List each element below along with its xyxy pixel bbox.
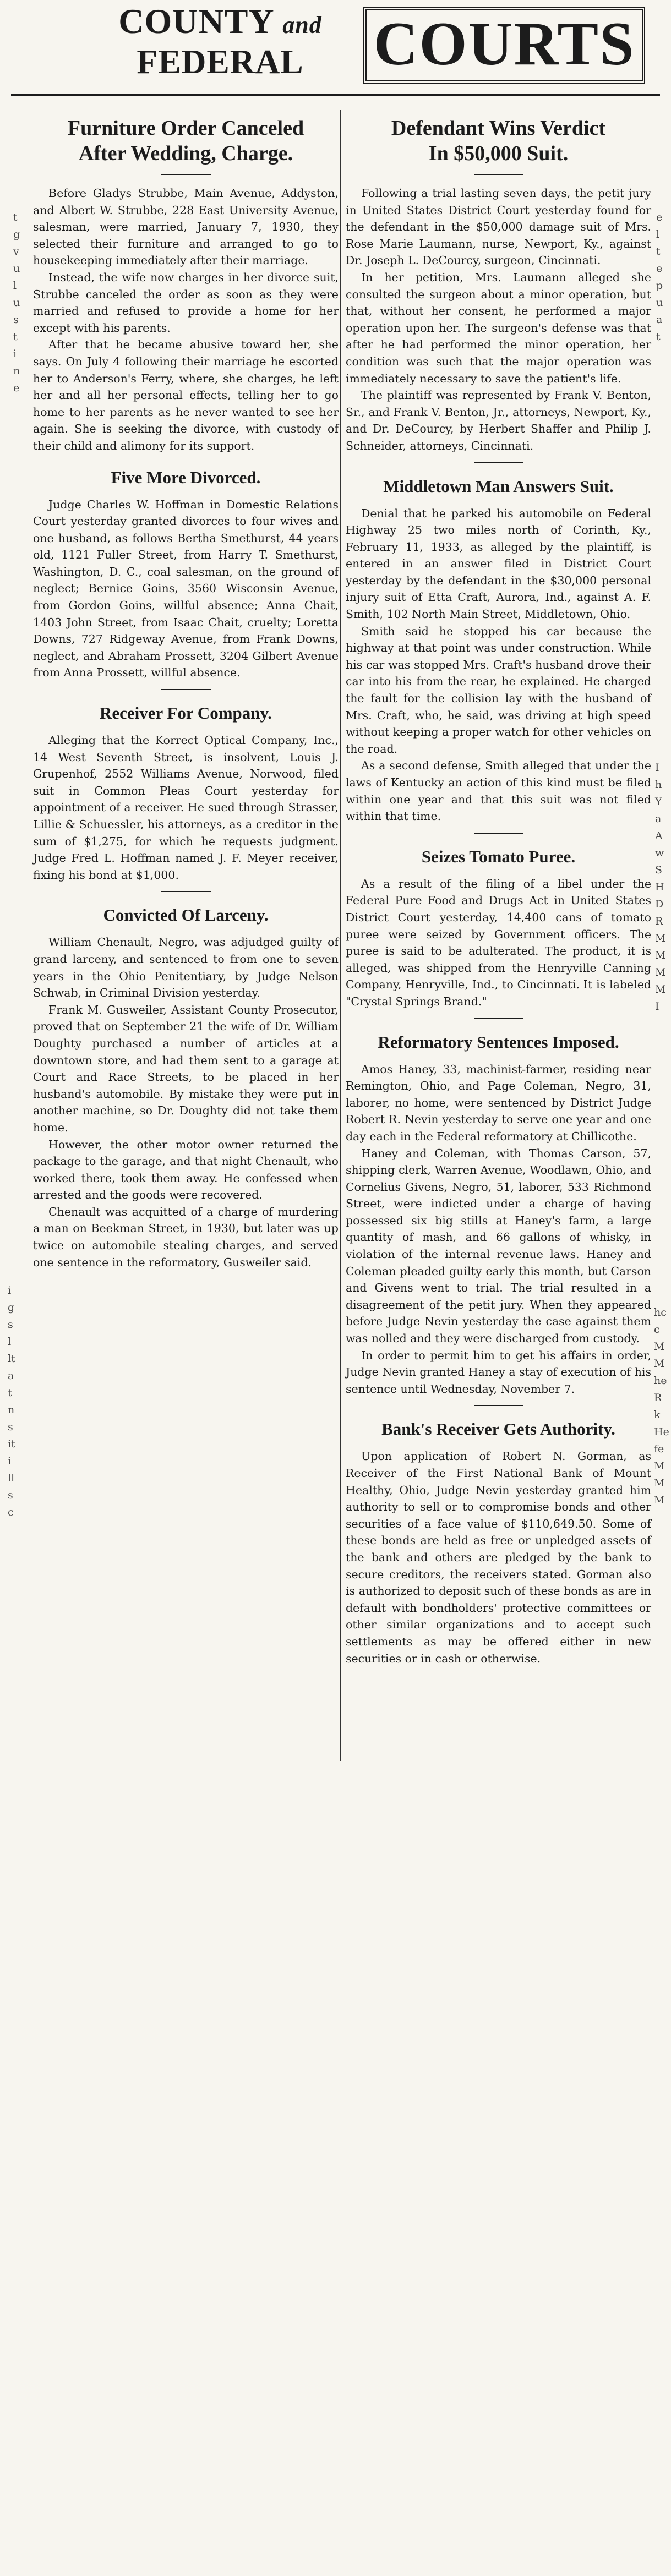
stub-fragment: l xyxy=(8,1336,12,1348)
stub-fragment: a xyxy=(8,1370,14,1382)
stub-fragment: u xyxy=(13,262,20,275)
tomato-headline: Seizes Tomato Puree. xyxy=(421,846,576,866)
stub-fragment: R xyxy=(654,1392,662,1404)
furniture-paragraph: After that he became abusive toward her, she says. On July 4 following their marriage he escorted her to Anderson's Ferry, where, she charges, he left her and all her personal effects, telling her to go home to her parents as he never wanted to see her again. She is seeking the divorce, with custody of their child and alimony for its support. xyxy=(33,338,339,452)
stub-fragment: M xyxy=(655,949,666,961)
divorced-headline: Five More Divorced. xyxy=(111,467,261,487)
stub-fragment: M xyxy=(655,966,666,978)
right-stub-bot xyxy=(654,1304,669,1509)
middletown-paragraph: Denial that he parked his automobile on Federal Highway 25 two miles north of Corinth, Ky., February 11, 1933, as alleged by the plaintiff, is entered in an answer filed in District Court yesterday by the defendant in the $30,000 personal injury suit of Etta Craft, Aurora, Ind., against A. F. Smith, 102 North Main Street, Middletown, Ohio. xyxy=(346,506,651,621)
middletown-headline: Middletown Man Answers Suit. xyxy=(383,476,614,496)
headline-rule xyxy=(161,174,211,175)
stub-fragment: ll xyxy=(8,1472,15,1484)
stub-fragment: fe xyxy=(654,1443,664,1455)
masthead-courts: COURTS xyxy=(363,7,645,84)
verdict-headline-2: In $50,000 Suit. xyxy=(428,142,569,165)
stub-fragment: n xyxy=(13,365,20,377)
section-rule xyxy=(474,462,523,463)
stub-fragment: t xyxy=(656,331,661,343)
stub-fragment: lt xyxy=(8,1353,15,1365)
stub-fragment: e xyxy=(656,211,663,223)
stub-fragment: D xyxy=(655,898,664,910)
reformatory-paragraph: Amos Haney, 33, machinist-farmer, residing near Remington, Ohio, and Page Coleman, Negro, 31, laborer, no home, were sentenced by District Judge Robert R. Nevin yesterday to serve one year and one day each in the Federal reformatory at Chillicothe. xyxy=(346,1062,651,1143)
right-column xyxy=(346,116,651,1667)
stub-fragment: l xyxy=(13,280,17,292)
verdict-paragraph: The plaintiff was represented by Frank V. Benton, Sr., and Frank V. Benton, Jr., attorneys, Newport, Ky., and Dr. DeCourcy, by Herbert Shaffer and Philip J. Schneider, attorneys, Cincinnati. xyxy=(346,389,651,452)
receiver-paragraph: Alleging that the Korrect Optical Company, Inc., 14 West Seventh Street, is insolvent, Louis J. Grupenhof, 2552 Williams Avenue, Norwood, filed suit in Common Pleas Court yesterday for appointment of a receiver. He sued through Strasser, Lillie & Schuessler, his attorneys, as a creditor in the sum of $1,275, for which he requests judgment. Judge Fred L. Hoffman named J. F. Meyer receiver, fixing his bond at $1,000. xyxy=(33,734,339,882)
stub-fragment: a xyxy=(655,813,662,825)
stub-fragment: s xyxy=(8,1319,13,1331)
right-stub-top xyxy=(656,209,663,346)
reformatory-paragraph: Haney and Coleman, with Thomas Carson, 57, shipping clerk, Warren Avenue, Woodlawn, Ohio, and Cornelius Givens, Negro, 51, laborer, 533 Richmond Street, were indicted under a charge of having possessed six big stills at Haney's farm, a large quantity of mash, and 66 gallons of whisky, in violation of the internal revenue laws. Haney and Coleman pleaded guilty early this month, but Carson and Givens went to trial. The trial resulted in a disagreement of the petit jury. When they appeared before Judge Nevin yesterday the case against them was nolled and they were discharged from custody. xyxy=(346,1146,651,1346)
stub-fragment: p xyxy=(656,280,663,292)
stub-fragment: hc xyxy=(654,1306,667,1319)
stub-fragment: Y xyxy=(655,796,662,808)
masthead-left xyxy=(83,2,358,80)
stub-fragment: i xyxy=(8,1455,12,1467)
left-column xyxy=(33,116,339,1271)
stub-fragment: e xyxy=(13,382,20,394)
stub-fragment: M xyxy=(654,1358,665,1370)
section-rule xyxy=(474,1405,523,1406)
stub-fragment: I xyxy=(655,1000,659,1013)
stub-fragment: t xyxy=(13,211,18,223)
larceny-paragraph: William Chenault, Negro, was adjudged guilty of grand larceny, and sentenced to from one to seven years in the Ohio Penitentiary, by Judge Nelson Schwab, in Criminal Division yesterday. xyxy=(33,936,339,1000)
stub-fragment: t xyxy=(8,1387,12,1399)
headline-rule xyxy=(474,174,523,175)
larceny-paragraph: However, the other motor owner returned the package to the garage, and that night Chenault, who worked there, took them away. He confessed when arrested and the goods were recovered. xyxy=(33,1137,339,1202)
stub-fragment: k xyxy=(654,1409,661,1421)
furniture-headline-1: Furniture Order Canceled xyxy=(67,117,304,140)
stub-fragment: c xyxy=(654,1323,660,1336)
masthead-and: and xyxy=(282,12,322,39)
stub-fragment: t xyxy=(13,331,18,343)
stub-fragment: S xyxy=(655,864,663,876)
left-stub-top xyxy=(13,209,20,397)
stub-fragment: c xyxy=(8,1506,14,1518)
stub-fragment: u xyxy=(656,297,663,309)
stub-fragment: t xyxy=(656,245,661,258)
stub-fragment: it xyxy=(8,1438,15,1450)
stub-fragment: M xyxy=(655,983,666,996)
section-rule xyxy=(474,833,523,834)
larceny-paragraph: Chenault was acquitted of a charge of murdering a man on Beekman Street, in 1930, but later was up twice on automobile stealing charges, and served one sentence in the reformatory, Gusweiler said. xyxy=(33,1205,339,1269)
stub-fragment: g xyxy=(13,228,20,240)
stub-fragment: h xyxy=(655,779,662,791)
middletown-paragraph: As a second defense, Smith alleged that under the laws of Kentucky an action of this kind must be filed within one year and that this suit was not filed within that time. xyxy=(346,759,651,823)
stub-fragment: M xyxy=(654,1477,665,1489)
divorced-paragraph: Judge Charles W. Hoffman in Domestic Relations Court yesterday granted divorces to four wives and one husband, as follows Bertha Smethurst, 44 years old, 1121 Fuller Street, from Harry T. Smethurst, Washington, D. C., coal salesman, on the ground of neglect; Bernice Goins, 3560 Wisconsin Avenue, from Gordon Goins, willful absence; Anna Chait, 1403 John Street, from Isaac Chait, cruelty; Loretta Downs, 727 Ridgeway Avenue, from Frank Downs, neglect, and Abraham Prossett, 3204 Gilbert Avenue from Anna Prossett, willful absence. xyxy=(33,497,339,680)
stub-fragment: n xyxy=(8,1404,15,1416)
reformatory-headline: Reformatory Sentences Imposed. xyxy=(378,1032,619,1052)
reformatory-paragraph: In order to permit him to get his affairs in order, Judge Nevin granted Haney a stay of execution of his sentence until Wednesday, November 7. xyxy=(346,1348,651,1396)
verdict-paragraph: In her petition, Mrs. Laumann alleged she consulted the surgeon about a minor operation, but that, without her consent, he performed a major operation upon her. The surgeon's defense was that after he had performed the minor operation, her condition was such that the major operation was immediately necessary to save the patient's life. xyxy=(346,270,651,385)
section-rule xyxy=(161,689,211,690)
stub-fragment: i xyxy=(8,1284,12,1297)
larceny-paragraph: Frank M. Gusweiler, Assistant County Prosecutor, proved that on September 21 the wife of Dr. William Doughty purchased a number of articles at a downtown store, and had them sent to a garage at Court and Race Streets, to be placed in her husband's automobile. By mistake they were put in another machine, so Dr. Doughty did not take them home. xyxy=(33,1003,339,1134)
left-stub-mid xyxy=(8,1282,15,1521)
stub-fragment: A xyxy=(655,830,663,842)
stub-fragment: R xyxy=(655,915,663,927)
stub-fragment: M xyxy=(654,1494,665,1506)
stub-fragment: H xyxy=(655,881,664,893)
stub-fragment: u xyxy=(13,297,20,309)
stub-fragment: i xyxy=(13,348,17,360)
masthead-rule xyxy=(11,94,660,96)
bank-paragraph: Upon application of Robert N. Gorman, as Receiver of the First National Bank of Mount Healthy, Ohio, Judge Nevin yesterday granted him authority to sell or to compromise bonds and other securities of a face value of $110,649.50. Some of these bonds are held as free or unpledged assets of the bank and others are pledged by the bank to secure creditors, the receivers stated. Gorman also is authorized to deposit such of these bonds as are in default with bondholders' protective committees or other similar organizations and to accept such settlements as may be offered either in new securities or in cash or otherwise. xyxy=(346,1450,651,1665)
stub-fragment: w xyxy=(655,847,664,859)
stub-fragment: M xyxy=(654,1460,665,1472)
verdict-headline-1: Defendant Wins Verdict xyxy=(391,117,606,140)
stub-fragment: he xyxy=(654,1375,667,1387)
stub-fragment: s xyxy=(13,314,19,326)
middletown-paragraph: Smith said he stopped his car because the highway at that point was under construction. While his car was stopped Mrs. Craft's husband drove their car into his from the rear, he explained. He charged the fault for the collision lay with the husband of Mrs. Craft, who, he said, was driving at high speed without keeping a proper watch for other vehicles on the road. xyxy=(346,624,651,756)
masthead-federal: FEDERAL xyxy=(137,43,304,81)
bank-headline: Bank's Receiver Gets Authority. xyxy=(381,1419,615,1439)
furniture-paragraph: Before Gladys Strubbe, Main Avenue, Addyston, and Albert W. Strubbe, 228 East University Avenue, salesman, were married, January 7, 1930, they selected their furniture and arranged to go to housekeeping immediately after their marriage. xyxy=(33,187,339,267)
section-rule xyxy=(161,891,211,892)
stub-fragment: M xyxy=(655,932,666,944)
stub-fragment: I xyxy=(655,762,659,774)
receiver-headline: Receiver For Company. xyxy=(99,703,272,723)
larceny-headline: Convicted Of Larceny. xyxy=(103,905,269,925)
stub-fragment: v xyxy=(13,245,19,258)
verdict-paragraph: Following a trial lasting seven days, the petit jury in United States District Court yesterday found for the defendant in the $50,000 damage suit of Mrs. Rose Marie Laumann, nurse, Newport, Ky., against Dr. Joseph L. DeCourcy, surgeon, Cincinnati. xyxy=(346,187,651,267)
stub-fragment: M xyxy=(654,1341,665,1353)
stub-fragment: e xyxy=(656,262,663,275)
column-divider xyxy=(340,110,341,1761)
stub-fragment: He xyxy=(654,1426,669,1438)
section-rule xyxy=(474,1018,523,1019)
furniture-headline-2: After Wedding, Charge. xyxy=(78,142,293,165)
right-stub-mid xyxy=(655,759,665,1015)
stub-fragment: g xyxy=(8,1301,15,1314)
masthead-county: COUNTY xyxy=(118,2,274,41)
furniture-paragraph: Instead, the wife now charges in her divorce suit, Strubbe canceled the order as soon as they were married and refused to provide a home for her except with his parents. xyxy=(33,270,339,335)
stub-fragment: a xyxy=(656,314,663,326)
tomato-paragraph: As a result of the filing of a libel under the Federal Pure Food and Drugs Act in United States District Court yesterday, 14,400 cans of tomato puree were seized by Government officers. The puree is said to be adulterated. The product, it is alleged, was shipped from the Henryville Canning Company, Henryville, Ind., to Cincinnati. It is labeled "Crystal Springs Brand." xyxy=(346,877,651,1008)
stub-fragment: l xyxy=(656,228,660,240)
stub-fragment: s xyxy=(8,1489,13,1501)
stub-fragment: s xyxy=(8,1421,13,1433)
masthead xyxy=(83,2,639,85)
